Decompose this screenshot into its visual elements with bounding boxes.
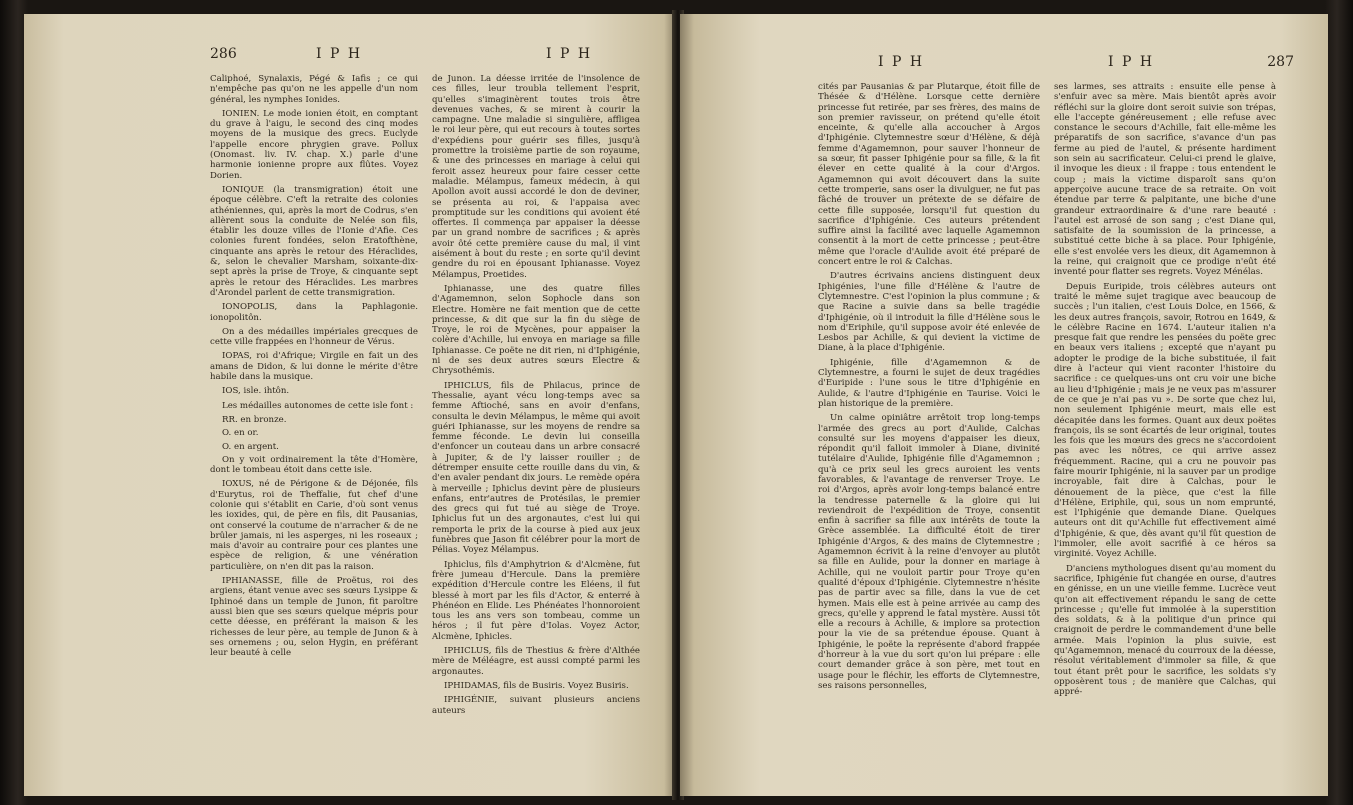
left-page-number: 286 (210, 46, 237, 62)
paragraph: Iphianasse, une des quatre filles d'Agamemnon, selon Sophocle dans son Electre. Homère ne fait mention que de cette princesse, & dit que sur la fin du siège de Troye, le roi de Mycènes, pour appaiser la colère d'Achille, lui envoya en mariage sa fille Iphianasse. Ce poëte ne dit rien, ni d'Iphigénie, ni de ses deux autres sœurs Electre & Chrysothémis. (432, 283, 640, 377)
left-page-columns (210, 74, 640, 720)
paragraph: IONIQUE (la transmigration) étoit une époque célèbre. C'eft la retraite des colonies athéniennes, qui, après la mort de Codrus, s'en allèrent sous la conduite de Nelée son fils, établir les douze villes de l'Ionie d'Afie. Ces colonies furent fondées, selon Eratofthène, cinquante ans après le retour des Héraclides, &, selon le chevalier Marsham, soixante-dix-sept après la prise de Troye, & cinquante sept après le retour des Héraclides. Les marbres d'Arondel parlent de cette transmigration. (210, 184, 418, 298)
paragraph: IOXUS, né de Périgone & de Déjonée, fils d'Eurytus, roi de Theffalie, fut chef d'une colonie qui s'établit en Carie, d'où sont venus les ioxides, qui, de père en fils, dit Pausanias, ont conservé la coutume de n'arracher & de ne brûler jamais, ni les asperges, ni les roseaux ; mais d'avoir au contraire pour ces plantes une espèce de religion, & une vénération particulière, on n'en dit pas la raison. (210, 479, 418, 572)
right-running-head-a: I P H (878, 54, 925, 70)
right-column-2 (1054, 82, 1276, 702)
left-column-2 (432, 74, 640, 720)
left-page-header (210, 46, 640, 74)
right-page (680, 14, 1328, 796)
paragraph: On a des médailles impériales grecques de cette ville frappées en l'honneur de Vérus. (210, 326, 418, 348)
right-column-1 (818, 82, 1040, 702)
paragraph: RR. en bronze. (222, 414, 287, 425)
paragraph: O. en argent. (222, 441, 279, 452)
paragraph: Caliphoé, Synalaxis, Pégé & Iafis ; ce qui n'empêche pas qu'on ne les appelle d'un nom général, les nymphes Ionides. (210, 74, 418, 105)
right-page-number: 287 (1267, 54, 1294, 70)
paragraph: Depuis Euripide, trois célèbres auteurs ont traité le même sujet tragique avec beaucoup de succès ; l'un italien, c'est Louis Dolce, en 1566, & les deux autres françois, savoir, Rotrou en 1649, & le célèbre Racine en 1674. L'auteur italien n'a presque fait que rendre les pensées du poëte grec en beaux vers italiens ; excepté que n'ayant pu adopter le prodige de la biche substituée, il fait dire à l'acteur qui vient raconter l'histoire du sacrifice : ce quelques-uns ont cru voir une biche au lieu d'Iphigénie ; mais je ne veux pas m'assurer de ce que je n'ai pas vu ». De sorte que chez lui, non seulement Iphigénie meurt, mais elle est décapitée dans les formes. Quant aux deux poëtes françois, ils se sont écartés de leur original, toutes les fois que les mœurs des grecs ne s'accordoient pas avec les nôtres, ce qui arrive assez fréquemment. Racine, qui a cru ne pouvoir pas faire mourir Iphigénie, ni la sauver par un prodige incroyable, fait dire à Calchas, pour le dénouement de la pièce, que c'est la fille d'Hélène, Eriphile, qui, sous un nom emprunté, est l'Iphigénie que demande Diane. Quelques auteurs ont dit qu'Achille fut effectivement aimé d'Iphigénie, & que, dès avant qu'il fût question de l'immoler, elle avoit sacrifié à ce héros sa virginité. Voyez Achille. (1054, 281, 1276, 560)
paragraph: On y voit ordinairement la tête d'Homère, dont le tombeau étoit dans cette isle. (210, 454, 418, 476)
paragraph: IPHIDAMAS, fils de Busiris. Voyez Busiris. (444, 680, 629, 691)
paragraph: IPHICLUS, fils de Thestius & frère d'Althée mère de Méléagre, est aussi compté parmi les argonautes. (432, 646, 640, 677)
left-running-head-a: I P H (316, 46, 363, 62)
right-running-head-b: I P H (1108, 54, 1155, 70)
paragraph: D'anciens mythologues disent qu'au moment du sacrifice, Iphigénie fut changée en ourse, d'autres en génisse, en un une vieille femme. Lucrèce veut qu'on ait effectivement répandu le sang de cette princesse ; qu'elle fut immolée à la superstition des soldats, & à la politique d'un prince qui craignoit de perdre le commandement d'une belle armée. Mais l'opinion la plus suivie, est qu'Agamemnon, menacé du courroux de la déesse, résolut véritablement d'immoler sa fille, & que tout étant prêt pour le sacrifice, les soldats s'y opposèrent tous ; de manière que Calchas, qui appré- (1054, 563, 1276, 698)
paragraph: IPHIANASSE, fille de Proëtus, roi des argiens, étant venue avec ses sœurs Lysippe & Iphinoé dans un temple de Junon, fit paroître aussi bien que ses sœurs quelque mépris pour cette déesse, en préférant la maison & les richesses de leur père, au temple de Junon & à ses ornemens ; ou, selon Hygin, en préférant leur beauté à celle (210, 576, 418, 659)
left-page (24, 14, 676, 796)
paragraph: D'autres écrivains anciens distinguent deux Iphigénies, l'une fille d'Hélène & l'autre de Clytemnestre. C'est l'opinion la plus commune ; & que Racine a suivie dans sa belle tragédie d'Iphigénie, où il introduit la fille d'Hélène sous le nom d'Eriphile, qu'il suppose avoir été enlevée de Lesbos par Achille, & qui devient la victime de Diane, à la place d'Iphigénie. (818, 271, 1040, 354)
left-running-head-b: I P H (546, 46, 593, 62)
paragraph: O. en or. (222, 428, 259, 439)
right-page-columns (818, 82, 1294, 702)
paragraph: Un calme opiniâtre arrêtoit trop long-temps l'armée des grecs au port d'Aulide, Calchas consulté sur les moyens d'appaiser les dieux, répondit qu'il falloit immoler à Diane, divinité tutélaire d'Aulide, Iphigénie fille d'Agamemnon ; qu'à ce prix seul les grecs auroient les vents favorables, & l'avantage de renverser Troye. Le roi d'Argos, après avoir long-temps balancé entre la tendresse paternelle & la gloire qui lui reviendroit de l'expédition de Troye, consentit enfin à sacrifier sa fille aux intérêts de toute la Grèce assemblée. La difficulté étoit de tirer Iphigénie d'Argos, & des mains de Clytemnestre ; Agamemnon écrivit à la reine d'envoyer au plutôt sa fille en Aulide, pour la donner en mariage à Achille, qui ne vouloit partir pour Troye qu'en qualité d'époux d'Iphigénie. Clytemnestre n'hésite pas de partir avec sa fille, dans la vue de cet hymen. Mais elle est à peine arrivée au camp des grecs, qu'elle y apprend le fatal mystère. Aussi tôt elle a recours à Achille, & implore sa protection pour la vie de sa prétendue épouse. Quant à Iphigénie, le poëte la représente d'abord frappée d'horreur à la vue du sort qu'on lui prépare : elle court demander grâce à son père, met tout en usage pour le fléchir, les efforts de Clytemnestre, ses raisons personnelles, (818, 413, 1040, 691)
paragraph: Iphiclus, fils d'Amphytrion & d'Alcmène, fut frère jumeau d'Hercule. Dans la première expédition d'Hercule contre les Eléens, il fut blessé à mort par les fils d'Actor, & enterré à Phénéon en Elide. Les Phénéates l'honnoroient tous les ans vers son tombeau, comme un héros ; il fut père d'Iolas. Voyez Actor, Alcmène, Iphicles. (432, 559, 640, 642)
paragraph: Iphigénie, fille d'Agamemnon & de Clytemnestre, a fourni le sujet de deux tragédies d'Euripide : l'une sous le titre d'Iphigénie en Aulide, & l'autre d'Iphigénie en Taurise. Voici le plan historique de la première. (818, 357, 1040, 409)
paragraph: IPHIGÉNIE, suivant plusieurs anciens auteurs (432, 695, 640, 716)
paragraph: IONIEN. Le mode ionien étoit, en comptant du grave à l'aigu, le second des cinq modes moyens de la musique des grecs. Euclyde l'appelle encore phrygien grave. Pollux (Onomast. liv. IV. chap. X.) parle d'une harmonie ionienne propre aux flûtes. Voyez Dorien. (210, 108, 418, 181)
left-column-1 (210, 74, 418, 720)
paragraph: IOPAS, roi d'Afrique; Virgile en fait un des amans de Didon, & lui donne le mérite d'être habile dans la musique. (210, 351, 418, 383)
right-page-header (818, 54, 1294, 82)
paragraph: ses larmes, ses attraits : ensuite elle pense à s'enfuir avec sa mère. Mais bientôt après avoir réfléchi sur la gloire dont seroit suivie son trépas, elle l'accepte généreusement ; elle refuse avec constance le secours d'Achille, fait elle-même les préparatifs de son sacrifice, s'avance d'un pas ferme au pied de l'autel, & présente hardiment son sein au sacrificateur. Celui-ci prend le glaive, il invoque les dieux : il frappe : tous entendent le coup ; mais la victime disparoît sans qu'on apperçoive aucune trace de sa retraite. On voit étendue par terre & palpitante, une biche d'une grandeur extraordinaire & d'une rare beauté : l'autel est arrosé de son sang ; c'est Diane qui, satisfaite de la soumission de la princesse, a substitué cette biche à sa place. Pour Iphigénie, elle s'est envolée vers les dieux, dit Agamemnon à la reine, qui craignoit que ce prodige n'eût été inventé pour flatter ses regrets. Voyez Ménélas. (1054, 82, 1276, 278)
paragraph: IONOPOLIS, dans la Paphlagonie. ionopolitôn. (210, 302, 418, 323)
paragraph: cités par Pausanias & par Plutarque, étoit fille de Thésée & d'Hélène. Lorsque cette dernière princesse fut retirée, par ses frères, des mains de son premier ravisseur, on prétend qu'elle étoit enceinte, & qu'elle alla accoucher à Argos d'Iphigénie. Clytemnestre sœur d'Hélène, & déjà femme d'Agamemnon, pour sauver l'honneur de sa sœur, fit passer Iphigénie pour sa fille, & la fit élever en cette qualité à la cour d'Argos. Agamemnon qui avoit découvert dans la suite cette tromperie, sans oser la divulguer, ne fut pas fâché de trouver un prétexte de se défaire de cette fille supposée, lorsqu'il fut question du sacrifice d'Iphigénie. Ces auteurs prétendent suffire ainsi la facilité avec laquelle Agamemnon consentit à la mort de cette princesse ; peut-être même que l'oracle d'Aulide avoit été préparé de concert entre le roi & Calchas. (818, 82, 1040, 268)
paragraph: IPHICLUS, fils de Philacus, prince de Thessalie, ayant vécu long-temps avec sa femme Aftioché, sans en avoir d'enfans, consulta le devin Mélampus, le même qui avoit guéri Iphianasse, sur les moyens de rendre sa femme féconde. Le devin lui conseilla d'enfoncer un couteau dans un arbre consacré à Jupiter, & de l'y laisser rouiller ; de détremper ensuite cette rouille dans du vin, & d'en avaler pendant dix jours. Le remède opéra à merveille ; Iphiclus devint père de plusieurs enfans, entr'autres de Protésilas, le premier des grecs qui fut tué au siège de Troye. Iphiclus fut un des argonautes, c'est lui qui remporta le prix de la course à pied aux jeux funèbres que Jason fit célébrer pour la mort de Pélias. Voyez Mélampus. (432, 380, 640, 556)
paragraph: IOS, isle. ihtôn. (222, 386, 290, 397)
paragraph: Les médailles autonomes de cette isle font : (222, 400, 414, 411)
paragraph: de Junon. La déesse irritée de l'insolence de ces filles, leur troubla tellement l'esprit, qu'elles s'imaginèrent toutes trois être devenues vaches, & se mirent à courir la campagne. Une maladie si singulière, affligea le roi leur père, qui eut recours à toutes sortes d'expédiens pour guérir ses filles, jusqu'à promettre la troisième partie de son royaume, & une des princesses en mariage à celui qui feroit assez heureux pour faire cesser cette maladie. Mélampus, fameux médecin, à qui Apollon avoit aussi accordé le don de deviner, se présenta au roi, & l'appaisa avec promptitude sur les conditions qui avoient été offertes. Il commença par appaiser la déesse par un grand nombre de sacrifices ; & après avoir ôté cette première cause du mal, il vint aisément à bout du reste ; en sorte qu'il devint gendre du roi en épousant Iphianasse. Voyez Mélampus, Proetides. (432, 74, 640, 280)
